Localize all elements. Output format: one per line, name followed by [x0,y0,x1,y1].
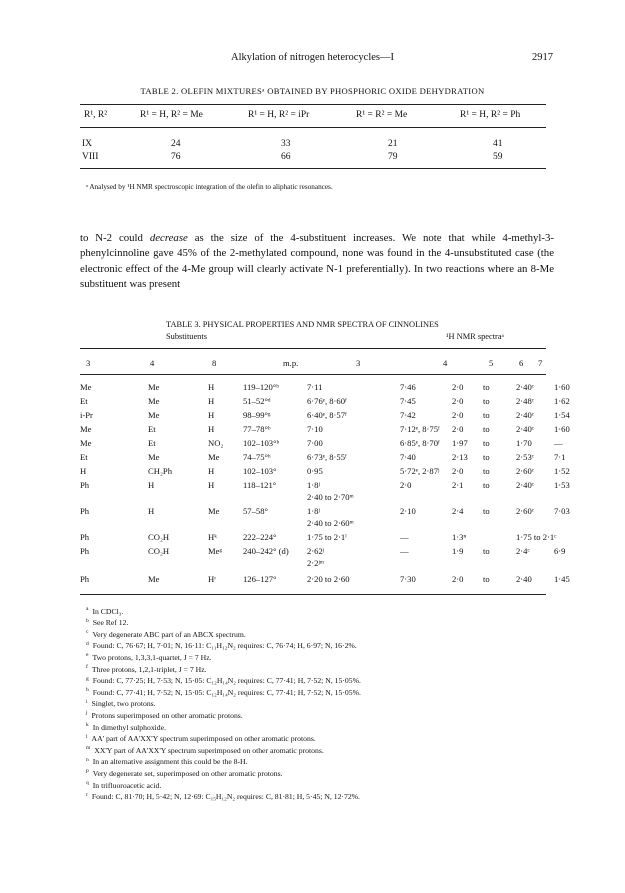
table3-cell-n7: 1·70 [516,438,532,448]
running-title: Alkylation of nitrogen heterocycles—I [231,52,394,63]
table3-cell-n7: 2·40ᶜ [516,410,534,420]
footnote-text: Singlet, two protons. [91,699,156,709]
footnote-mark: h [86,687,89,694]
footnote-mark: a [86,606,89,612]
table2-cell: 79 [388,152,398,162]
table2-footnote: ᵃ Analysed by ¹H NMR spectroscopic integration of the olefin to aliphatic resonances. [86,183,333,191]
footnote-text: See Ref 12. [92,618,129,628]
footnote-text: Two protons, 1,3,3,1-quartet, J = 7 Hz. [92,652,212,662]
table3-cell-c8: Me [208,506,220,516]
table3-cell-c3: H [80,466,87,476]
table3-cell-n6: to [483,466,490,476]
table3-cell-n3: 1·75 to 2·1ˡ [307,532,347,542]
table3-cell-n5: 2·0 [452,424,464,434]
table3-cell-n6: to [483,424,490,434]
table3-cell-n8: 1·60 [554,382,570,392]
table2-cell: 41 [493,139,503,149]
table3-cell-c3: Et [80,452,88,462]
table3-cell-mp: 222–224° [243,532,277,542]
table2-header-cell: R¹ = H, R² = Me [140,110,203,120]
table3-cell-mp: 74–75°ʰ [243,452,271,462]
table3-cell-n6: to [483,452,490,462]
footnote-mark: e [86,652,89,659]
table3-footnote [86,710,243,720]
table3-cell-c8: H [208,424,215,434]
table3-cell-n4: 7·46 [400,382,416,392]
table3-cell-n6: to [483,438,490,448]
table2-header-rule [80,127,546,128]
table3-cell-mp: 102–103° [243,466,277,476]
table3-cell-n4: 7·45 [400,396,416,406]
table2-header-cell: R¹, R² [84,110,108,120]
table3-cell-n3: 2·20 to 2·60 [307,574,350,584]
table3-cell-c8: Me [208,452,220,462]
table3-cell-n7: 2·40ᶜ [516,424,534,434]
table3-cell-mp: 51–52°ᵈ [243,396,271,406]
footnote-text: Found: C, 81·70; H, 5·42; N, 12·69: C₁₅H₁₂N₂ requires: C, 81·81; H, 5·45; N, 12·72%. [91,792,360,802]
footnote-mark: c [86,629,89,636]
table3-cell-c3: Ph [80,574,90,584]
table3-cell-c3: Ph [80,532,90,542]
footnote-mark: r [86,791,88,798]
footnote-mark: q [86,780,89,786]
table3-group-nmr: ¹H NMR spectraᵃ [446,332,504,341]
table3-cell-n3b: 2·40 to 2·70ᵐ [307,492,354,502]
footnote-text: Found: C, 77·41; H, 7·52; N, 15·05: C₁₂H₁₄N₂ requires: C, 77·41; H, 7·52; N, 15·05%. [92,687,361,697]
table3-cell-c8: H [208,410,215,420]
table3-cell-n8: — [554,438,563,448]
table3-footnote [86,606,123,616]
table3-cell-n3b: 2·2ʲᵐ [307,558,324,568]
table3-cell-n3: 6·73ᵉ, 8·55ᶠ [307,452,347,462]
table3-cell-c3: Me [80,424,92,434]
table3-cell-n4: — [400,532,409,542]
table3-cell-c4: Et [148,438,156,448]
table3-cell-c4: Me [148,452,160,462]
footnote-mark: d [86,640,89,647]
table3-cell-n5: 2·0 [452,574,464,584]
footnote-text: Very degenerate ABC part of an ABCX spectrum. [92,629,246,639]
table2-cell: VIII [82,152,99,162]
table3-cell-n6: to [483,410,490,420]
table3-cell-c4: Me [148,574,160,584]
table2-header-cell: R¹ = H, R² = iPr [248,110,310,120]
table3-cell-n3b: 2·40 to 2·60ᵐ [307,518,354,528]
table3-cell-n5: 1·97 [452,438,468,448]
table3-cell-c3: Me [80,382,92,392]
table3-cell-n5: 1·9 [452,546,464,556]
table3-cell-n4: 6·85ᵉ, 8·70ᶠ [400,438,440,448]
table3-cell-c8: H [208,396,215,406]
table3-cell-n7: 2·4ᶜ [516,546,530,556]
footnote-mark: n [86,756,89,763]
table3-cell-n3: 7·00 [307,438,323,448]
table3-footnote [86,734,316,744]
table3-cell-n3: 2·62ʲ [307,546,325,556]
table3-cell-n7: 2·40ᶜ [516,382,534,392]
table3-header-cell: 3 [356,358,361,368]
table3-cell-n6: to [483,396,490,406]
table3-cell-n6: to [483,480,490,490]
table3-header-cell: 3 [86,358,91,368]
table3-header-cell: 4 [150,358,155,368]
table3-cell-n8: 1·45 [554,574,570,584]
footnote-text: In dimethyl sulphoxide. [92,722,166,732]
table3-cell-n5: 2·13 [452,452,468,462]
footnote-text: Three protons, 1,2,1-triplet, J = 7 Hz. [91,664,207,674]
table2-cell: 33 [281,139,291,149]
table3-footnote [86,618,128,628]
table3-cell-c4: Me [148,382,160,392]
table3-cell-n3: 6·40ᵉ, 8·57ᶠ [307,410,347,420]
table3-cell-n3: 7·11 [307,382,323,392]
table2-cell: 59 [493,152,503,162]
table3-cell-n4: 7·12ᵉ, 8·75ᶠ [400,424,440,434]
table3-cell-c4: Me [148,396,160,406]
table3-cell-n4: 7·40 [400,452,416,462]
table3-cell-n8: 1·54 [554,410,570,420]
footnote-mark: m [86,745,91,752]
table3-cell-c8: H [208,466,215,476]
table2-top-rule [80,104,546,105]
table3-cell-n3: 6·76ᵉ, 8·60ᶠ [307,396,347,406]
table3-cell-n5: 2·0 [452,382,464,392]
footnote-mark: f [86,664,88,670]
table3-footnote [86,641,357,651]
table3-cell-c3: Ph [80,546,90,556]
table3-cell-c4: Et [148,424,156,434]
footnote-text: In an alternative assignment this could be the 8-H. [92,757,248,767]
table3-footnote [86,745,324,755]
table3-cell-n8: 1·52 [554,466,570,476]
table3-cell-mp: 240–242° (d) [243,546,289,556]
table3-cell-mp: 57–58° [243,506,268,516]
footnote-mark: j [86,710,88,717]
table3-cell-mp: 126–127° [243,574,277,584]
footnote-mark: l [86,733,88,740]
table3-header-rule [80,374,546,375]
footnote-mark: k [86,722,89,728]
table3-bottom-rule [80,594,546,595]
table2-header-cell: R¹ = R² = Me [356,110,408,120]
table3-caption: TABLE 3. PHYSICAL PROPERTIES AND NMR SPECTRA OF CINNOLINES [166,320,439,329]
table3-footnote [86,629,246,639]
footnote-mark: g [86,675,89,682]
table3-cell-n6: to [483,574,490,584]
table3-cell-n7: 2·53ᶜ [516,452,534,462]
table3-cell-mp: 118–121° [243,480,277,490]
footnote-text: XX'Y part of AA'XX'Y spectrum superimposed on other aromatic protons. [94,745,324,755]
body-emphasis: decrease [149,232,188,244]
table3-cell-c8: H [208,382,215,392]
table3-cell-n7: 1·75 to 2·1ᶜ [516,532,557,542]
table3-cell-n6: to [483,382,490,392]
table3-footnote [86,792,360,802]
table3-cell-n8: 1·62 [554,396,570,406]
table3-footnote [86,699,156,709]
table3-footnote [86,722,166,732]
table3-cell-n7: 2·60ᶜ [516,506,534,516]
table3-cell-n3: 1·8ʲ [307,506,320,516]
table3-cell-mp: 102–103°ᵇ [243,438,280,448]
page-number: 2917 [532,52,553,63]
table2-cell: 21 [388,139,398,149]
table3-top-rule [80,348,546,349]
footnote-mark: p [86,768,89,775]
table3-cell-n4: 7·30 [400,574,416,584]
footnote-text: AA' part of AA'XX'Y spectrum superimposed on other aromatic protons. [91,734,316,744]
table3-cell-c4: H [148,506,155,516]
table3-group-substituents: Substituents [166,332,207,341]
table3-footnote [86,780,161,790]
table2-bottom-rule [80,168,546,169]
table2-cell: 76 [171,152,181,162]
table3-cell-c3: Ph [80,506,90,516]
table3-cell-n8: 7·1 [554,452,566,462]
body-text: to N-2 could [80,232,150,244]
table3-cell-n8: 1·60 [554,424,570,434]
body-paragraph [80,231,554,292]
footnote-text: Found: C, 76·67; H, 7·01; N, 16·11: C₁₁H₁₂N₂ requires: C, 76·74; H, 6·97; N, 16·2%. [92,641,357,651]
table3-cell-n4: 7·42 [400,410,416,420]
table2-cell: 66 [281,152,291,162]
table3-cell-n3: 0·95 [307,466,323,476]
footnote-text: In CDCl₃. [92,606,124,616]
table3-cell-n4: — [400,546,409,556]
table3-cell-mp: 119–120°ᵇ [243,382,279,392]
table3-cell-n5: 2·0 [452,410,464,420]
table3-cell-c3: Me [80,438,92,448]
table3-cell-mp: 77–78°ᵇ [243,424,271,434]
table3-cell-mp: 98–99°ᵍ [243,410,271,420]
table3-footnote [86,652,212,662]
footnote-text: Found: C, 77·25; H, 7·53; N, 15·05: C₁₂H₁₄N₂ requires: C, 77·41; H, 7·52; N, 15·05%. [92,676,361,686]
table3-cell-n5: 2·0 [452,396,464,406]
table3-cell-c4: CH₂Ph [148,466,173,476]
table3-cell-c4: CO₂H [148,546,170,556]
table3-cell-n7: 2·48ᶜ [516,396,534,406]
table3-header-cell: 7 [538,358,543,368]
table3-cell-c4: Me [148,410,160,420]
table3-cell-n8: 7·03 [554,506,570,516]
table3-cell-c3: i-Pr [80,410,93,420]
table3-cell-c8: H [208,480,215,490]
table3-footnote [86,768,283,778]
body-text: as the size of the 4-substituent increases. We note that while 4-methyl-3-phenylcinnoline gave 45% of the 2-methylated compound, none was found in the 4-unsubstituted case (the electronic effect of the 4-Me group will clearly activate N-1 preferentially). In two reactions where an 8-Me substituent was present [80,232,554,290]
table3-header-cell: 8 [212,358,217,368]
table3-cell-n6: to [483,506,490,516]
table2-cell: 24 [171,139,181,149]
footnote-text: In trifluoroacetic acid. [92,780,162,790]
table3-footnote [86,687,361,697]
table3-cell-c3: Ph [80,480,90,490]
table3-cell-n7: 2·40ᶜ [516,480,534,490]
table3-cell-n3: 1·8ʲ [307,480,320,490]
table3-header-cell: m.p. [283,358,299,368]
table3-cell-c4: CO₂H [148,532,170,542]
table3-cell-n7: 2·60ᶜ [516,466,534,476]
table3-cell-n4: 2·0 [400,480,412,490]
table3-header-cell: 6 [519,358,524,368]
table3-cell-n8: 1·53 [554,480,570,490]
footnote-mark: i [86,698,88,705]
table3-footnote [86,664,207,674]
table3-cell-n4: 5·72ᵉ, 2·87ʲ [400,466,440,476]
table3-cell-c3: Et [80,396,88,406]
table3-cell-n6: to [483,546,490,556]
table3-header-cell: 5 [489,358,494,368]
table3-cell-c4: H [148,480,155,490]
table3-cell-n5: 2·0 [452,466,464,476]
footnote-text: Very degenerate set, superimposed on other aromatic protons. [92,768,283,778]
table3-footnote [86,757,248,767]
footnote-mark: b [86,617,89,624]
table3-cell-c8: Hᵏ [208,532,217,542]
table3-cell-c8: Meᵍ [208,546,223,556]
footnote-text: Protons superimposed on other aromatic protons. [91,710,243,720]
table2-header-cell: R¹ = H, R² = Ph [460,110,521,120]
table3-cell-n5: 2·4 [452,506,464,516]
table2-cell: IX [82,139,93,149]
table3-cell-n5: 2·1 [452,480,464,490]
table3-cell-c8: NO₂ [208,438,224,448]
table3-footnote [86,676,361,686]
table3-cell-n7: 2·40 [516,574,532,584]
table3-cell-n3: 7·10 [307,424,323,434]
table3-cell-c8: Hʳ [208,574,217,584]
table3-cell-n5: 1·3ⁿ [452,532,467,542]
table3-cell-n8: 6·9 [554,546,566,556]
table3-header-cell: 4 [443,358,448,368]
table2-caption: TABLE 2. OLEFIN MIXTURESᵃ OBTAINED BY PHOSPHORIC OXIDE DEHYDRATION [140,86,485,96]
table3-cell-n4: 2·10 [400,506,416,516]
